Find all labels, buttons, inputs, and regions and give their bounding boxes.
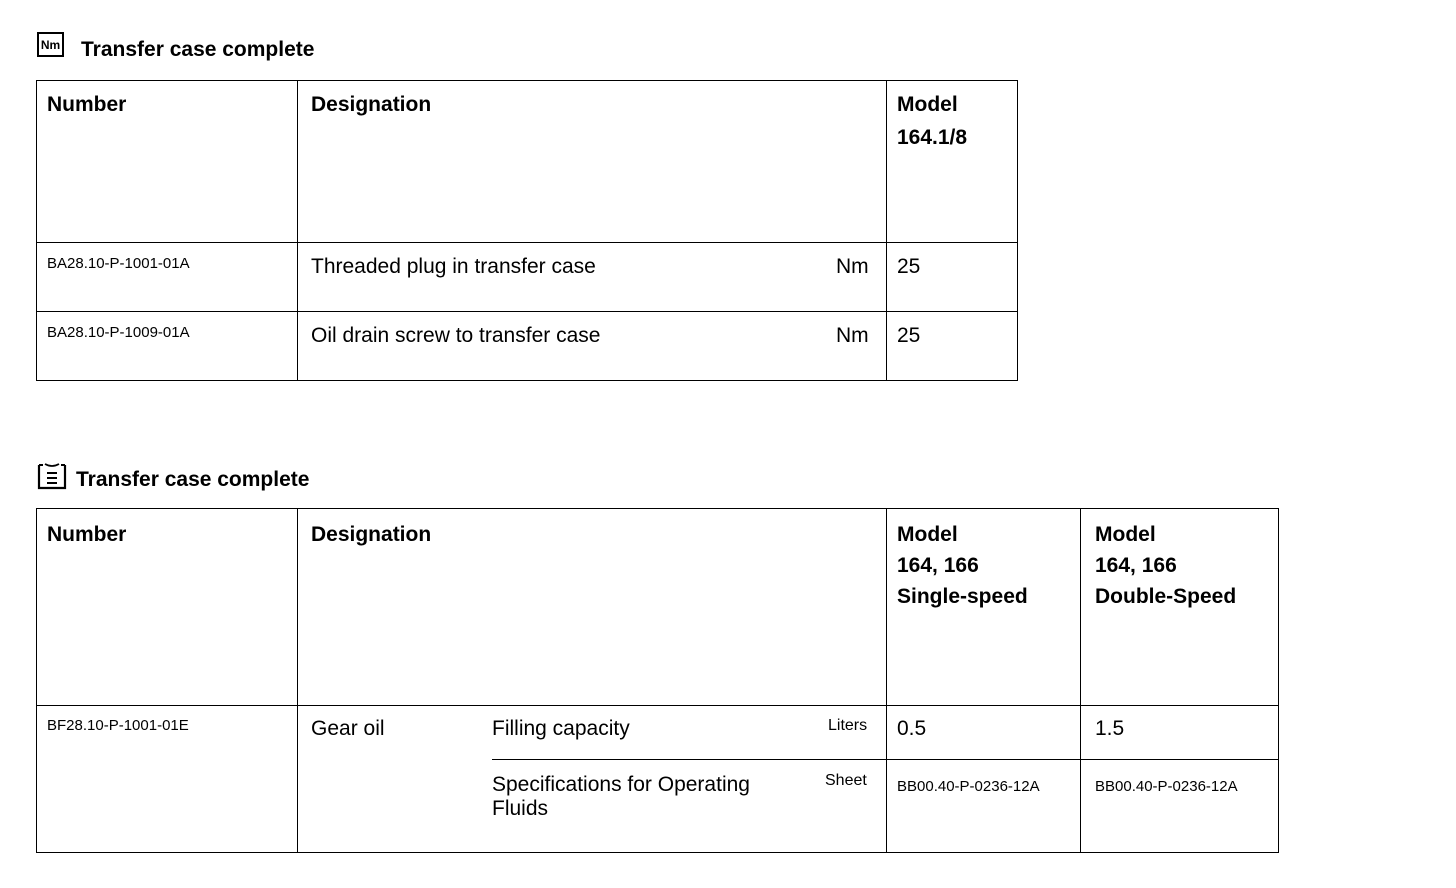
- torque-nm-icon: [37, 32, 64, 57]
- row-unit: Nm: [836, 255, 869, 278]
- svg-text:Nm: Nm: [40, 38, 61, 52]
- item-unit: Liters: [828, 717, 868, 734]
- header-model-single: Model 164, 166 Single-speed: [897, 523, 1028, 608]
- row-designation: Threaded plug in transfer case: [311, 255, 596, 278]
- row-number: BF28.10-P-1001-01E: [47, 717, 189, 734]
- item-value-double: BB00.40-P-0236-12A: [1095, 778, 1238, 795]
- row-number: BA28.10-P-1001-01A: [47, 255, 190, 272]
- header-model-label: Model: [897, 93, 958, 116]
- section-title: Transfer case complete: [81, 38, 315, 61]
- header-number: Number: [47, 93, 127, 116]
- item-value-single: BB00.40-P-0236-12A: [897, 778, 1040, 795]
- item-value-single: 0.5: [897, 717, 927, 740]
- row-designation: Oil drain screw to transfer case: [311, 324, 601, 347]
- item-unit: Sheet: [825, 772, 867, 789]
- row-number: BA28.10-P-1009-01A: [47, 324, 190, 341]
- item-value-double: 1.5: [1095, 717, 1125, 740]
- header-number: Number: [47, 523, 127, 546]
- fluid-capacity-icon: [37, 462, 67, 490]
- header-model-value: 164.1/8: [897, 126, 968, 149]
- item-label: Filling capacity: [492, 717, 630, 740]
- header-designation: Designation: [311, 93, 432, 116]
- header-model-double: Model 164, 166 Double-Speed: [1095, 523, 1237, 608]
- item-label: Specifications for Operating Fluids: [492, 773, 750, 820]
- header-designation: Designation: [311, 523, 432, 546]
- torque-table: [36, 80, 1018, 381]
- capacity-table: [36, 508, 1279, 853]
- row-value: 25: [897, 324, 921, 347]
- section-title: Transfer case complete: [76, 468, 310, 491]
- row-value: 25: [897, 255, 921, 278]
- row-unit: Nm: [836, 324, 869, 347]
- row-designation: Gear oil: [311, 717, 385, 740]
